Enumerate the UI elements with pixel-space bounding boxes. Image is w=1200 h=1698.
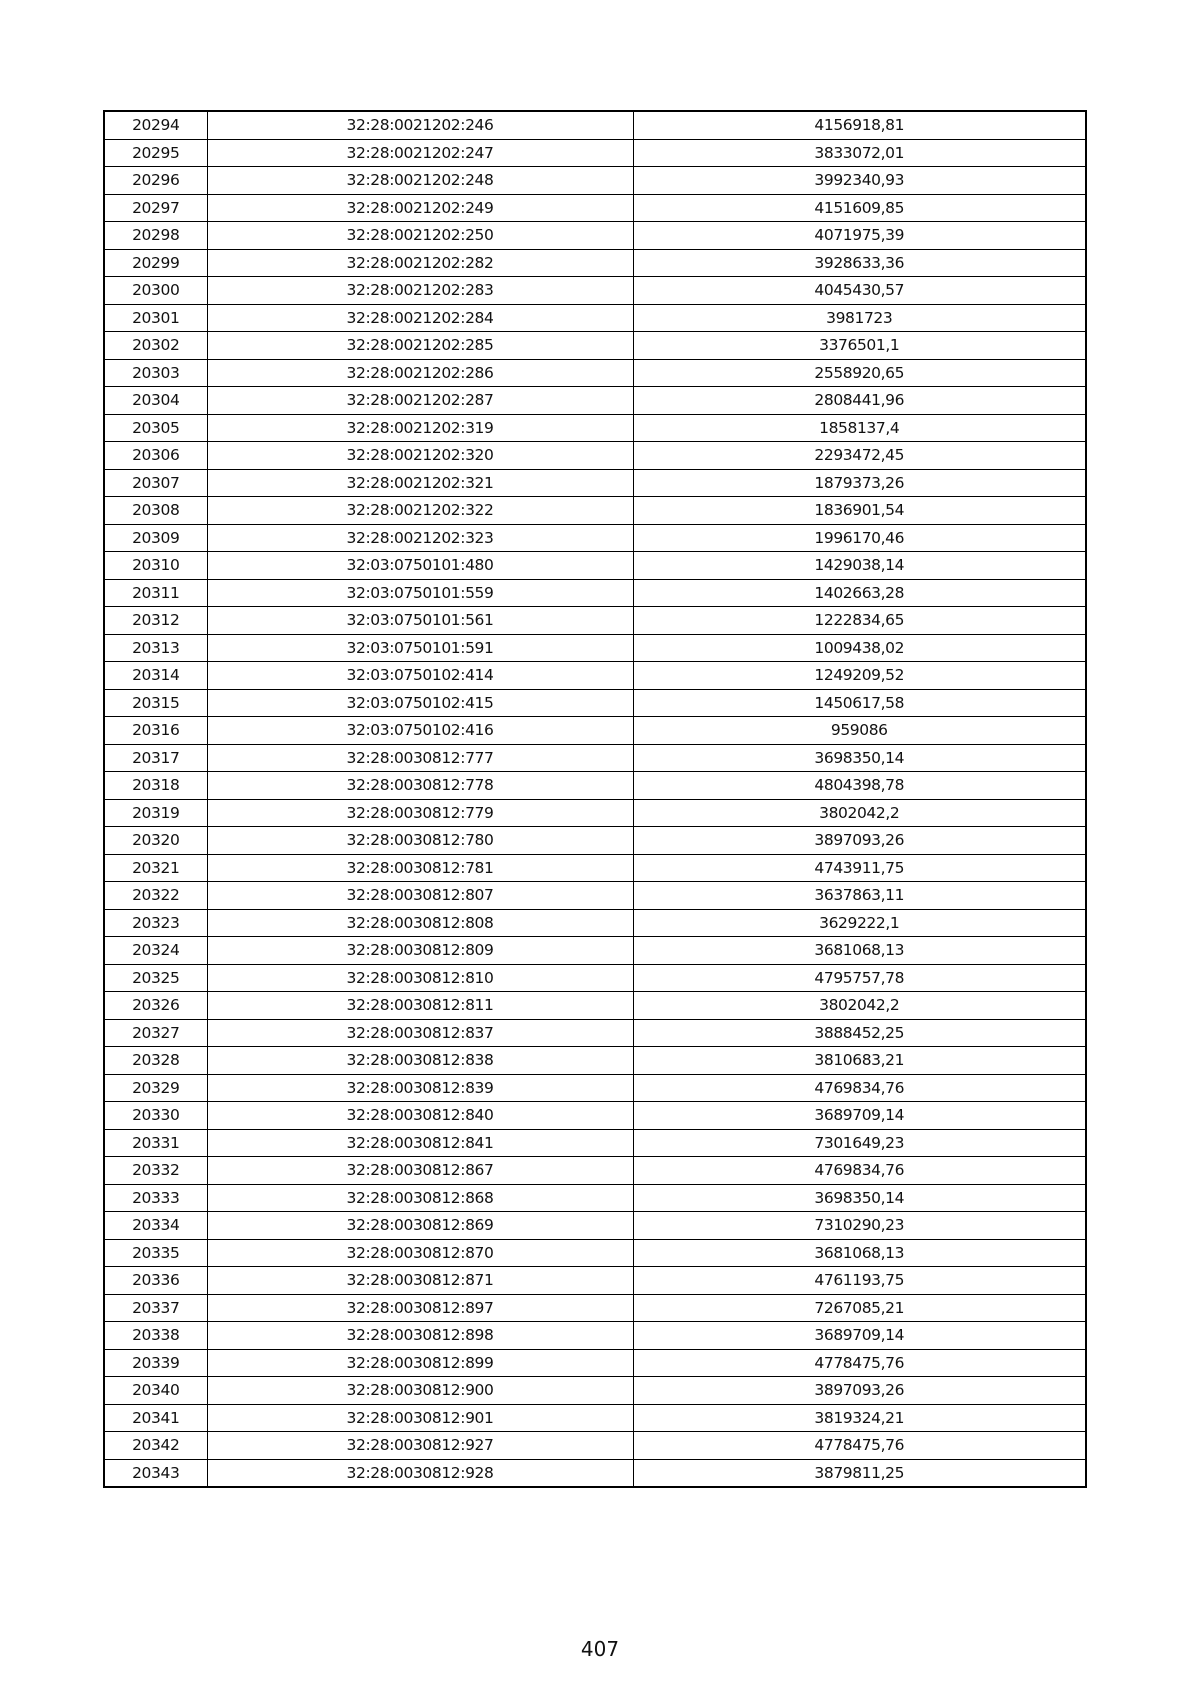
table-row	[104, 1322, 1086, 1350]
table-row	[104, 497, 1086, 525]
cadastral-value-cell: 3992340,93	[633, 167, 1086, 195]
row-number-cell: 20332	[104, 1157, 207, 1185]
cadastral-number-cell: 32:28:0021202:250	[207, 222, 633, 250]
table-row	[104, 827, 1086, 855]
cadastral-number-cell: 32:28:0021202:249	[207, 194, 633, 222]
row-number-cell: 20294	[104, 111, 207, 139]
cadastral-value-cell: 3879811,25	[633, 1459, 1086, 1487]
row-number-cell: 20342	[104, 1432, 207, 1460]
cadastral-value-cell: 1402663,28	[633, 579, 1086, 607]
cadastral-value-cell: 1879373,26	[633, 469, 1086, 497]
cadastral-value-cell: 1836901,54	[633, 497, 1086, 525]
table-row	[104, 194, 1086, 222]
cadastral-number-cell: 32:28:0030812:809	[207, 937, 633, 965]
cadastral-number-cell: 32:28:0030812:777	[207, 744, 633, 772]
row-number-cell: 20333	[104, 1184, 207, 1212]
cadastral-value-cell: 4769834,76	[633, 1157, 1086, 1185]
row-number-cell: 20296	[104, 167, 207, 195]
row-number-cell: 20313	[104, 634, 207, 662]
cadastral-number-cell: 32:28:0030812:871	[207, 1267, 633, 1295]
row-number-cell: 20331	[104, 1129, 207, 1157]
table-row	[104, 689, 1086, 717]
row-number-cell: 20303	[104, 359, 207, 387]
cadastral-number-cell: 32:28:0030812:839	[207, 1074, 633, 1102]
cadastral-number-cell: 32:28:0030812:778	[207, 772, 633, 800]
cadastral-value-cell: 3928633,36	[633, 249, 1086, 277]
cadastral-value-cell: 2558920,65	[633, 359, 1086, 387]
cadastral-value-table	[103, 110, 1087, 1488]
table-row	[104, 937, 1086, 965]
table-row	[104, 249, 1086, 277]
table-row	[104, 111, 1086, 139]
row-number-cell: 20322	[104, 882, 207, 910]
row-number-cell: 20302	[104, 332, 207, 360]
cadastral-value-cell: 4795757,78	[633, 964, 1086, 992]
row-number-cell: 20309	[104, 524, 207, 552]
cadastral-number-cell: 32:03:0750102:416	[207, 717, 633, 745]
row-number-cell: 20310	[104, 552, 207, 580]
cadastral-number-cell: 32:28:0021202:282	[207, 249, 633, 277]
table-row	[104, 222, 1086, 250]
cadastral-number-cell: 32:28:0030812:928	[207, 1459, 633, 1487]
table-row	[104, 332, 1086, 360]
row-number-cell: 20343	[104, 1459, 207, 1487]
cadastral-number-cell: 32:03:0750102:414	[207, 662, 633, 690]
table-row	[104, 744, 1086, 772]
table-row	[104, 1267, 1086, 1295]
cadastral-value-cell: 3897093,26	[633, 1377, 1086, 1405]
row-number-cell: 20337	[104, 1294, 207, 1322]
cadastral-number-cell: 32:28:0021202:321	[207, 469, 633, 497]
table-row	[104, 964, 1086, 992]
table-row	[104, 882, 1086, 910]
cadastral-number-cell: 32:28:0021202:246	[207, 111, 633, 139]
row-number-cell: 20319	[104, 799, 207, 827]
cadastral-number-cell: 32:28:0021202:319	[207, 414, 633, 442]
cadastral-value-cell: 3698350,14	[633, 744, 1086, 772]
table-row	[104, 552, 1086, 580]
table-row	[104, 607, 1086, 635]
table-row	[104, 1047, 1086, 1075]
table-row	[104, 992, 1086, 1020]
row-number-cell: 20335	[104, 1239, 207, 1267]
cadastral-value-cell: 3819324,21	[633, 1404, 1086, 1432]
cadastral-value-cell: 3888452,25	[633, 1019, 1086, 1047]
cadastral-number-cell: 32:28:0030812:840	[207, 1102, 633, 1130]
table-row	[104, 717, 1086, 745]
table-row	[104, 772, 1086, 800]
cadastral-value-cell: 959086	[633, 717, 1086, 745]
cadastral-value-cell: 1996170,46	[633, 524, 1086, 552]
cadastral-number-cell: 32:28:0030812:837	[207, 1019, 633, 1047]
row-number-cell: 20298	[104, 222, 207, 250]
table-row	[104, 579, 1086, 607]
cadastral-number-cell: 32:03:0750101:561	[207, 607, 633, 635]
table-row	[104, 387, 1086, 415]
cadastral-number-cell: 32:28:0021202:322	[207, 497, 633, 525]
cadastral-number-cell: 32:28:0021202:287	[207, 387, 633, 415]
table-row	[104, 1432, 1086, 1460]
cadastral-value-cell: 1450617,58	[633, 689, 1086, 717]
table-row	[104, 277, 1086, 305]
cadastral-number-cell: 32:28:0030812:927	[207, 1432, 633, 1460]
cadastral-number-cell: 32:28:0021202:320	[207, 442, 633, 470]
table-row	[104, 909, 1086, 937]
row-number-cell: 20297	[104, 194, 207, 222]
table-row	[104, 442, 1086, 470]
table-row	[104, 662, 1086, 690]
cadastral-value-cell: 3681068,13	[633, 937, 1086, 965]
cadastral-value-cell: 4045430,57	[633, 277, 1086, 305]
table-row	[104, 1102, 1086, 1130]
cadastral-value-cell: 4743911,75	[633, 854, 1086, 882]
cadastral-number-cell: 32:28:0030812:811	[207, 992, 633, 1020]
table-row	[104, 1129, 1086, 1157]
table-row	[104, 634, 1086, 662]
cadastral-number-cell: 32:28:0030812:900	[207, 1377, 633, 1405]
cadastral-value-cell: 1429038,14	[633, 552, 1086, 580]
cadastral-number-cell: 32:28:0030812:899	[207, 1349, 633, 1377]
table-row	[104, 1239, 1086, 1267]
cadastral-value-cell: 7267085,21	[633, 1294, 1086, 1322]
row-number-cell: 20338	[104, 1322, 207, 1350]
row-number-cell: 20311	[104, 579, 207, 607]
table-row	[104, 1019, 1086, 1047]
table-row	[104, 139, 1086, 167]
table-body	[104, 111, 1086, 1487]
cadastral-value-cell: 3981723	[633, 304, 1086, 332]
cadastral-value-cell: 3833072,01	[633, 139, 1086, 167]
table-row	[104, 1377, 1086, 1405]
cadastral-number-cell: 32:28:0030812:870	[207, 1239, 633, 1267]
row-number-cell: 20340	[104, 1377, 207, 1405]
cadastral-value-cell: 7310290,23	[633, 1212, 1086, 1240]
cadastral-value-cell: 3689709,14	[633, 1102, 1086, 1130]
row-number-cell: 20299	[104, 249, 207, 277]
cadastral-number-cell: 32:28:0030812:810	[207, 964, 633, 992]
table-row	[104, 1157, 1086, 1185]
cadastral-value-cell: 2808441,96	[633, 387, 1086, 415]
cadastral-number-cell: 32:28:0030812:780	[207, 827, 633, 855]
row-number-cell: 20330	[104, 1102, 207, 1130]
row-number-cell: 20325	[104, 964, 207, 992]
cadastral-number-cell: 32:28:0021202:323	[207, 524, 633, 552]
cadastral-value-cell: 3629222,1	[633, 909, 1086, 937]
row-number-cell: 20314	[104, 662, 207, 690]
row-number-cell: 20341	[104, 1404, 207, 1432]
cadastral-number-cell: 32:28:0021202:286	[207, 359, 633, 387]
row-number-cell: 20312	[104, 607, 207, 635]
cadastral-number-cell: 32:03:0750101:591	[207, 634, 633, 662]
cadastral-value-cell: 2293472,45	[633, 442, 1086, 470]
cadastral-value-cell: 3681068,13	[633, 1239, 1086, 1267]
cadastral-value-cell: 4804398,78	[633, 772, 1086, 800]
cadastral-value-cell: 4151609,85	[633, 194, 1086, 222]
row-number-cell: 20326	[104, 992, 207, 1020]
table-row	[104, 1349, 1086, 1377]
row-number-cell: 20295	[104, 139, 207, 167]
page-number: 407	[580, 1637, 620, 1661]
row-number-cell: 20339	[104, 1349, 207, 1377]
cadastral-value-cell: 3802042,2	[633, 992, 1086, 1020]
cadastral-value-cell: 1009438,02	[633, 634, 1086, 662]
table-row	[104, 167, 1086, 195]
table-row	[104, 799, 1086, 827]
cadastral-number-cell: 32:28:0021202:283	[207, 277, 633, 305]
table-row	[104, 1074, 1086, 1102]
cadastral-number-cell: 32:03:0750102:415	[207, 689, 633, 717]
row-number-cell: 20317	[104, 744, 207, 772]
row-number-cell: 20320	[104, 827, 207, 855]
cadastral-number-cell: 32:28:0030812:869	[207, 1212, 633, 1240]
cadastral-number-cell: 32:28:0030812:868	[207, 1184, 633, 1212]
row-number-cell: 20321	[104, 854, 207, 882]
cadastral-value-cell: 3689709,14	[633, 1322, 1086, 1350]
table-row	[104, 1212, 1086, 1240]
cadastral-value-cell: 4778475,76	[633, 1432, 1086, 1460]
row-number-cell: 20327	[104, 1019, 207, 1047]
table-row	[104, 1294, 1086, 1322]
table-row	[104, 1459, 1086, 1487]
row-number-cell: 20318	[104, 772, 207, 800]
row-number-cell: 20329	[104, 1074, 207, 1102]
cadastral-number-cell: 32:28:0030812:901	[207, 1404, 633, 1432]
cadastral-number-cell: 32:28:0021202:284	[207, 304, 633, 332]
cadastral-number-cell: 32:28:0021202:247	[207, 139, 633, 167]
cadastral-number-cell: 32:03:0750101:480	[207, 552, 633, 580]
cadastral-value-cell: 1222834,65	[633, 607, 1086, 635]
cadastral-value-cell: 3698350,14	[633, 1184, 1086, 1212]
row-number-cell: 20336	[104, 1267, 207, 1295]
row-number-cell: 20307	[104, 469, 207, 497]
row-number-cell: 20315	[104, 689, 207, 717]
row-number-cell: 20323	[104, 909, 207, 937]
table-row	[104, 304, 1086, 332]
table-row	[104, 414, 1086, 442]
cadastral-number-cell: 32:03:0750101:559	[207, 579, 633, 607]
cadastral-number-cell: 32:28:0030812:807	[207, 882, 633, 910]
cadastral-value-cell: 3376501,1	[633, 332, 1086, 360]
row-number-cell: 20306	[104, 442, 207, 470]
cadastral-number-cell: 32:28:0030812:781	[207, 854, 633, 882]
row-number-cell: 20324	[104, 937, 207, 965]
table-row	[104, 854, 1086, 882]
cadastral-value-cell: 4778475,76	[633, 1349, 1086, 1377]
table-row	[104, 524, 1086, 552]
table-row	[104, 359, 1086, 387]
cadastral-number-cell: 32:28:0030812:808	[207, 909, 633, 937]
row-number-cell: 20328	[104, 1047, 207, 1075]
cadastral-value-cell: 7301649,23	[633, 1129, 1086, 1157]
row-number-cell: 20316	[104, 717, 207, 745]
table-row	[104, 469, 1086, 497]
cadastral-number-cell: 32:28:0030812:841	[207, 1129, 633, 1157]
cadastral-value-cell: 1249209,52	[633, 662, 1086, 690]
cadastral-value-cell: 3810683,21	[633, 1047, 1086, 1075]
cadastral-number-cell: 32:28:0030812:838	[207, 1047, 633, 1075]
row-number-cell: 20334	[104, 1212, 207, 1240]
row-number-cell: 20308	[104, 497, 207, 525]
cadastral-number-cell: 32:28:0030812:897	[207, 1294, 633, 1322]
cadastral-number-cell: 32:28:0021202:285	[207, 332, 633, 360]
row-number-cell: 20304	[104, 387, 207, 415]
cadastral-value-cell: 4071975,39	[633, 222, 1086, 250]
cadastral-value-cell: 4156918,81	[633, 111, 1086, 139]
table-row	[104, 1184, 1086, 1212]
row-number-cell: 20305	[104, 414, 207, 442]
row-number-cell: 20301	[104, 304, 207, 332]
table-row	[104, 1404, 1086, 1432]
cadastral-value-cell: 4761193,75	[633, 1267, 1086, 1295]
cadastral-value-cell: 3637863,11	[633, 882, 1086, 910]
cadastral-value-cell: 3897093,26	[633, 827, 1086, 855]
cadastral-number-cell: 32:28:0021202:248	[207, 167, 633, 195]
cadastral-value-cell: 4769834,76	[633, 1074, 1086, 1102]
cadastral-number-cell: 32:28:0030812:779	[207, 799, 633, 827]
cadastral-number-cell: 32:28:0030812:867	[207, 1157, 633, 1185]
cadastral-value-cell: 1858137,4	[633, 414, 1086, 442]
row-number-cell: 20300	[104, 277, 207, 305]
cadastral-value-cell: 3802042,2	[633, 799, 1086, 827]
cadastral-number-cell: 32:28:0030812:898	[207, 1322, 633, 1350]
